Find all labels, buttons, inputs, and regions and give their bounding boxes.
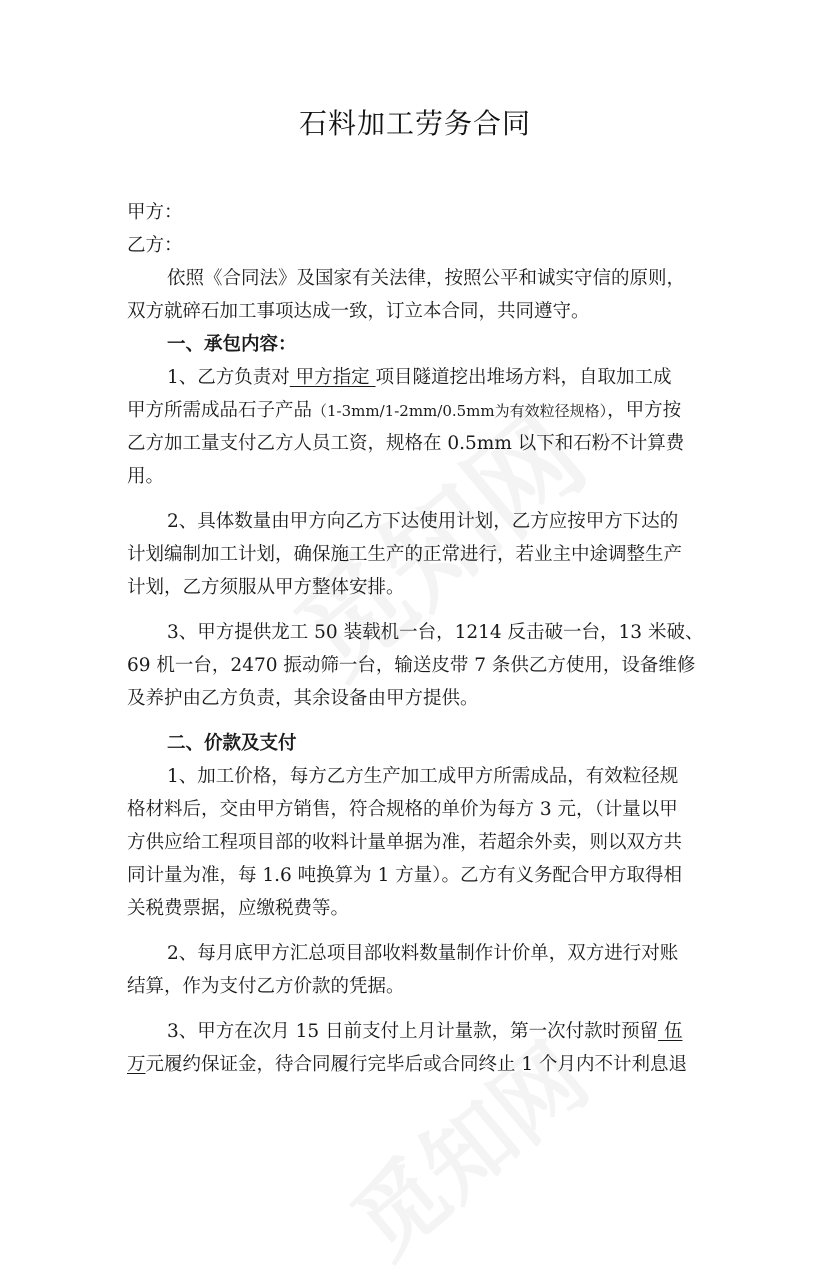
intro-paragraph (127, 262, 707, 328)
section2-item3 (127, 1015, 707, 1081)
paragraph-line (127, 1015, 707, 1048)
spec-note: （1-3mm/1-2mm/0.5mm为有效粒径规格） (312, 402, 608, 420)
document-title: 石料加工劳务合同 (298, 107, 531, 140)
section2-heading: 二、价款及支付 (167, 733, 297, 754)
section1-item3 (127, 616, 707, 715)
text-run: 甲方所需成品石子产品 (127, 400, 313, 421)
party-b-line: 乙方： (127, 235, 183, 256)
paragraph-line: 乙方加工量支付乙方人员工资，规格在 0.5mm 以下和石粉不计算费 (127, 433, 685, 454)
paragraph-line: 1、加工价格，每方乙方生产加工成甲方所需成品，有效粒径规 (167, 766, 679, 787)
section2-item2 (127, 937, 707, 1003)
deposit-amount-field: 伍 (658, 1021, 683, 1042)
intro-line: 双方就碎石加工事项达成一致，订立本合同，共同遵守。 (127, 301, 590, 322)
paragraph-line: 结算，作为支付乙方价款的凭据。 (127, 976, 405, 997)
paragraph-line: 方供应给工程项目部的收料计量单据为准，若超余外卖，则以双方共 (127, 832, 683, 853)
paragraph-line: 69 机一台，2470 振动筛一台，输送皮带 7 条供乙方使用，设备维修 (127, 655, 696, 676)
paragraph-line: 计划，乙方须服从甲方整体安排。 (127, 577, 405, 598)
document-body (127, 196, 707, 1081)
paragraph-line: 2、具体数量由甲方向乙方下达使用计划，乙方应按甲方下达的 (167, 511, 679, 532)
paragraph-line: 及养护由乙方负责，其余设备由甲方提供。 (127, 688, 479, 709)
text-run: 项目隧道挖出堆场方料，自取加工成 (375, 367, 672, 388)
text-run: 3、甲方在次月 15 日前支付上月计量款，第一次付款时预留 (167, 1021, 659, 1042)
paragraph-line (127, 361, 707, 394)
paragraph-line: 同计量为准，每 1.6 吨换算为 1 方量）。乙方有义务配合甲方取得相 (127, 865, 682, 886)
section1-item1 (127, 361, 707, 493)
deposit-amount-field: 万 (127, 1054, 146, 1075)
text-run: ，甲方按 (607, 400, 682, 421)
section1-heading: 一、承包内容： (167, 334, 297, 355)
paragraph-line: 2、每月底甲方汇总项目部收料数量制作计价单，双方进行对账 (167, 943, 679, 964)
paragraph-line: 3、甲方提供龙工 50 装载机一台，1214 反击破一台，13 米破、 (167, 622, 704, 643)
section2-item1 (127, 760, 707, 925)
paragraph-line (127, 394, 707, 427)
section1-item2 (127, 505, 707, 604)
paragraph-line: 用。 (127, 466, 165, 487)
paragraph-line: 格材料后，交由甲方销售，符合规格的单价为每方 3 元，（计量以甲 (127, 799, 678, 820)
text-run: 元履约保证金，待合同履行完毕后或合同终止 1 个月内不计利息退 (145, 1054, 688, 1075)
paragraph-line: 关税费票据，应缴税费等。 (127, 898, 350, 919)
party-a-designated-field: 甲方指定 (289, 367, 376, 388)
text-run: 1、乙方负责对 (167, 367, 290, 388)
intro-line: 依照《合同法》及国家有关法律，按照公平和诚实守信的原则， (167, 268, 686, 289)
paragraph-line (127, 1048, 707, 1081)
party-a-line: 甲方： (127, 202, 183, 223)
paragraph-line: 计划编制加工计划，确保施工生产的正常进行，若业主中途调整生产 (127, 544, 683, 565)
